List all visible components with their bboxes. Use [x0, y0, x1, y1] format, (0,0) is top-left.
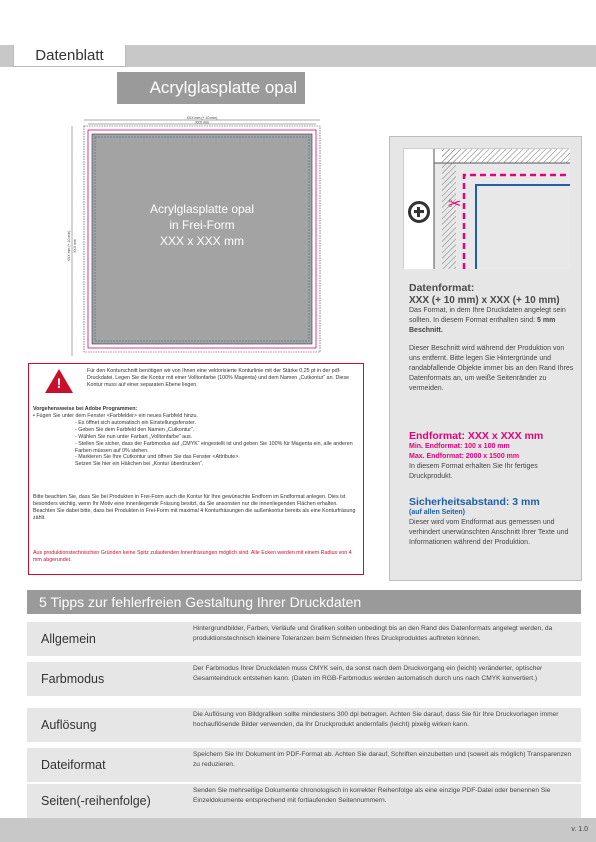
- procedure-step: - Markieren Sie Ihre Cutkontur und öffnen Sie das Fenster <Attribute>.: [75, 454, 240, 461]
- safety-sub: (auf allen Seiten): [409, 509, 466, 516]
- data-format-title: Datenformat:: [409, 282, 475, 294]
- procedure-step: - Stellen Sie sicher, dass der Farbmodus auf „CMYK“ eingestellt ist und geben Sie 100% für Magenta ein, alle anderen Farben müssen auf 0% stehen.: [75, 440, 353, 454]
- safety-title: Sicherheitsabstand: 3 mm: [409, 496, 540, 508]
- dim-left-inner: XXX mm: [73, 239, 77, 253]
- zoom-icon: [408, 201, 430, 223]
- bleed-text: Dieser Beschnitt wird während der Produktion von uns entfernt. Bitte legen Sie Hintergründe und randabfallende Objekte immer bis an den Rand Ihres Datenformats an, um weiße Seitenränder zu vermeiden.: [409, 345, 574, 392]
- safety-section: [409, 496, 574, 548]
- zoom-detail: [403, 148, 569, 268]
- tip-label: Seiten(-reihenfolge): [41, 794, 151, 808]
- end-format-text: In diesem Format erhalten Sie Ihr fertiges Druckprodukt.: [409, 463, 538, 480]
- format-drawing: [67, 116, 340, 356]
- tip-label: Farbmodus: [41, 672, 105, 686]
- procedure-step: - Geben Sie dem Farbfeld den Namen „Cutkontur“.: [75, 426, 195, 433]
- tip-row: [27, 622, 581, 656]
- cut-contour-warning: ! Für den Konturschnitt benötigen wir von Ihnen eine vektorisierte Konturlinie mit der Stärke 0,25 pt in der pdf-Druckdatei. Legen Sie die Kontur mit einer Volltonfarbe (100% Magenta) und dem Namen „Cutkontur“ an. Diese Kontur muss auf einer separaten Ebene liegen. Vorgehensweise bei Adobe Programmen: • Fügen Sie unter dem Fenster <Farbfelder> ein neues Farbfeld hinzu. - Es öffnet sich automatisch ein Einstellungsfenster. - Geben Sie dem Farbfeld den Namen „Cutkontur“. - Wählen Sie nun unter Farbart „Volltonfarbe“ aus. - Stellen Sie sicher, dass der Farbmodus auf „CMYK“ eingestellt ist und geben Sie 100% für Magenta ein, alle anderen Farben müssen auf 0% stehen. - Markieren Sie Ihre Cutkontur und öffnen Sie das Fenster <Attribute>. Setzen Sie hier ein Häkchen bei „Kontur überdrucken“. Bitte beachten Sie, dass Sie bei Produkten in Frei-Form auch die Kontur für Ihre gewünschte Endform im Endformat anlegen. Dies ist besonders wichtig, wenn Ihr Motiv eine innenliegende Fräsung besitzt, da Sie ansonsten nur die innenliegenden Flächen erhalten. Beachten Sie dabei bitte, dass bei Produkten in Frei-Form mit maximal 4 Konturfräsungen die außenkontur bereits als eine Konturfräsung zählt. Aus produktionstechnischen Gründen keine Spitz zulaufenden Innenfräsungen möglich sind. Alle Ecken werden mit einem Radius von 4 mm abgerundet.: [28, 363, 364, 575]
- tip-label: Allgemein: [41, 632, 96, 646]
- tip-text: Hintergrundbilder, Farben, Verläufe und Grafiken sollten unbedingt bis an den Rand des Datenformats angelegt werden, da produktionstechnisch kleinere Toleranzen beim Schneiden Ihres Druckproduktes auftreten können.: [193, 625, 553, 642]
- dim-left-outer: XXX mm (+ 10 mm): [67, 230, 71, 262]
- data-format-text: Das Format, in dem Ihre Druckdaten angelegt sein sollten. In diesem Format enthalten sind: 5 mm Beschnitt.: [409, 307, 566, 334]
- max-end-format: Max. Endformat: 2000 x 1500 mm: [409, 453, 520, 460]
- tip-label: Auflösung: [41, 718, 97, 732]
- procedure-step: - Wählen Sie nun unter Farbart „Volltonfarbe“ aus.: [75, 433, 193, 440]
- data-format-value: XXX (+ 10 mm) x XXX (+ 10 mm): [409, 295, 560, 306]
- tip-row: [27, 708, 581, 742]
- tip-text: Speichern Sie Ihr Dokument im PDF-Format ab. Achten Sie darauf, Schriften einzubetten und (soweit als möglich) Transparenzen zu reduzieren.: [193, 751, 572, 768]
- scissors-icon: ✂: [448, 196, 462, 213]
- tip-text: Der Farbmodus Ihrer Druckdaten muss CMYK sein, da sonst nach dem Druckvorgang ein (leicht) veränderter, optischer Gesamteindruck entstehen kann. (Daten im RGB-Farbmodus werden automatisch durch uns nach CMYK konvertiert.): [193, 665, 543, 682]
- tip-row: [27, 748, 581, 782]
- tips-title: 5 Tipps zur fehlerfreien Gestaltung Ihrer Druckdaten: [27, 590, 581, 614]
- tip-label: Dateiformat: [41, 758, 106, 772]
- dim-top-outer: XXX mm (+ 10 mm): [186, 116, 218, 120]
- procedure-step: Setzen Sie hier ein Häkchen bei „Kontur überdrucken“.: [75, 461, 204, 468]
- warning-intro: Für den Konturschnitt benötigen wir von Ihnen eine vektorisierte Konturlinie mit der Stärke 0,25 pt in der pdf-Druckdatei. Legen Sie die Kontur mit einer Volltonfarbe (100% Magenta) und dem Namen „Cutkontur“ an. Diese Kontur muss auf einer separaten Ebene liegen.: [87, 368, 350, 388]
- sheet-label: Datenblatt: [13, 45, 126, 67]
- drawing-caption-3: XXX x XXX mm: [159, 234, 245, 248]
- procedure-title: Vorgehensweise bei Adobe Programmen:: [33, 406, 138, 412]
- procedure-steps: [33, 413, 359, 468]
- tip-row: [27, 662, 581, 696]
- min-end-format: Min. Endformat: 100 x 100 mm: [409, 443, 510, 450]
- rounding-note: Aus produktionstechnischen Gründen keine Spitz zulaufenden Innenfräsungen möglich sind. Alle Ecken werden mit einem Radius von 4 mm abgerundet.: [33, 550, 352, 563]
- safety-text: Dieser wird vom Endformat aus gemessen und verhindert unerwünschten Anschnitt Ihrer Texte und Informationen während der Produktion.: [409, 519, 569, 546]
- end-format-section: [409, 430, 574, 482]
- procedure-step: - Es öffnet sich automatisch ein Einstellungsfenster.: [75, 419, 196, 426]
- product-title: Acrylglasplatte opal: [117, 72, 305, 104]
- drawing-caption-1: Acrylglasplatte opal: [149, 202, 255, 216]
- tip-row: [27, 784, 581, 818]
- freeform-note: Bitte beachten Sie, dass Sie bei Produkten in Frei-Form auch die Kontur für Ihre gewünschte Endform im Endformat anlegen. Dies ist besonders wichtig, wenn Ihr Motiv eine innenliegende Fräsung besitzt, da Sie ansonsten nur die innenliegenden Flächen erhalten. Beachten Sie dabei bitte, dass bei Produkten in Frei-Form mit maximal 4 Konturfräsungen die außenkontur bereits als eine Konturfräsung zählt.: [33, 494, 356, 521]
- version-label: v. 1.0: [571, 826, 588, 833]
- procedure-step: • Fügen Sie unter dem Fenster <Farbfelder> ein neues Farbfeld hinzu.: [33, 413, 198, 419]
- end-format-title: Endformat: XXX x XXX mm: [409, 430, 544, 442]
- data-format-section: [409, 282, 574, 394]
- tip-text: Senden Sie mehrseitige Dokumente chronologisch in korrekter Reihenfolge als eine einzige PDF-Datei oder benennen Sie Einzeldokumente entsprechend mit fortlaufenden Seitennummern.: [193, 787, 551, 804]
- drawing-caption-2: in Frei-Form: [169, 218, 235, 232]
- footer-band: [0, 818, 596, 842]
- tip-text: Die Auflösung von Bildgrafiken sollte mindestens 300 dpi betragen. Achten Sie darauf, dass Sie für Ihre Druckvorlagen immer hochauflösende Bilder verwenden, da Ihr Druckprodukt andernfalls (leicht) pixelig wirken kann.: [193, 711, 559, 728]
- dim-top-inner: XXX mm: [195, 120, 209, 125]
